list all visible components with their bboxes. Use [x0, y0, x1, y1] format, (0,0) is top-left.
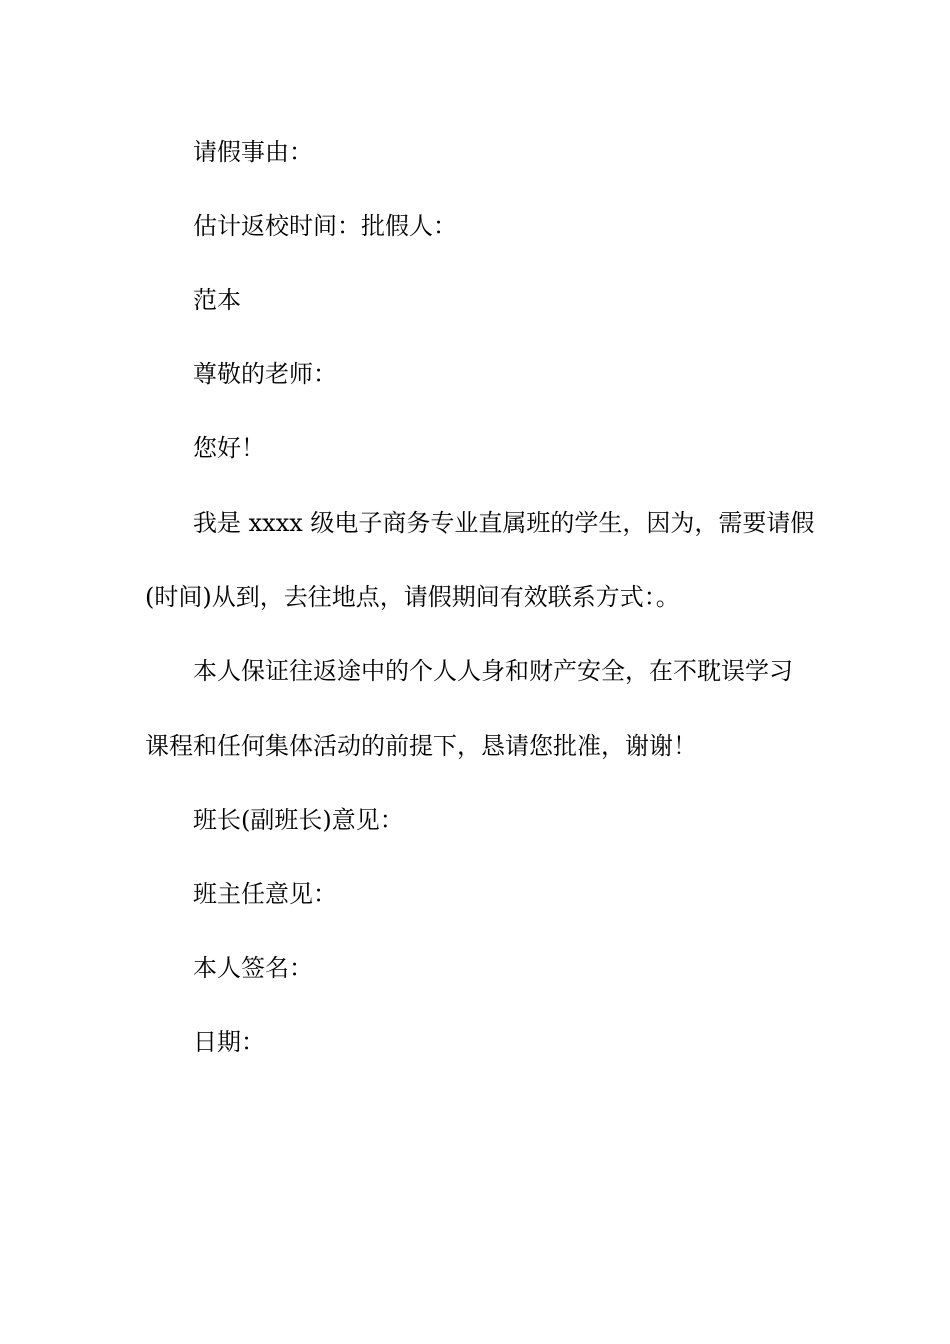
signature-label: 本人签名： [193, 954, 313, 982]
leave-reason-label: 请假事由： [193, 138, 313, 166]
body-paragraph-2-line-1: 本人保证往返途中的个人人身和财产安全，在不耽误学习 [193, 657, 793, 685]
body-paragraph-1-line-1: 我是 xxxx 级电子商务专业直属班的学生，因为，需要请假 [193, 509, 815, 537]
greeting: 您好！ [193, 434, 265, 462]
date-label: 日期： [193, 1028, 265, 1056]
head-teacher-opinion-label: 班主任意见： [193, 880, 337, 908]
body-paragraph-1-line-2: (时间)从到，去往地点，请假期间有效联系方式：。 [145, 583, 680, 611]
body-paragraph-2-line-2: 课程和任何集体活动的前提下，恳请您批准，谢谢！ [145, 732, 697, 760]
return-time-approver-label: 估计返校时间：批假人： [193, 212, 457, 240]
salutation: 尊敬的老师： [193, 360, 337, 388]
template-heading: 范本 [193, 286, 241, 314]
monitor-opinion-label: 班长(副班长)意见： [193, 806, 404, 834]
